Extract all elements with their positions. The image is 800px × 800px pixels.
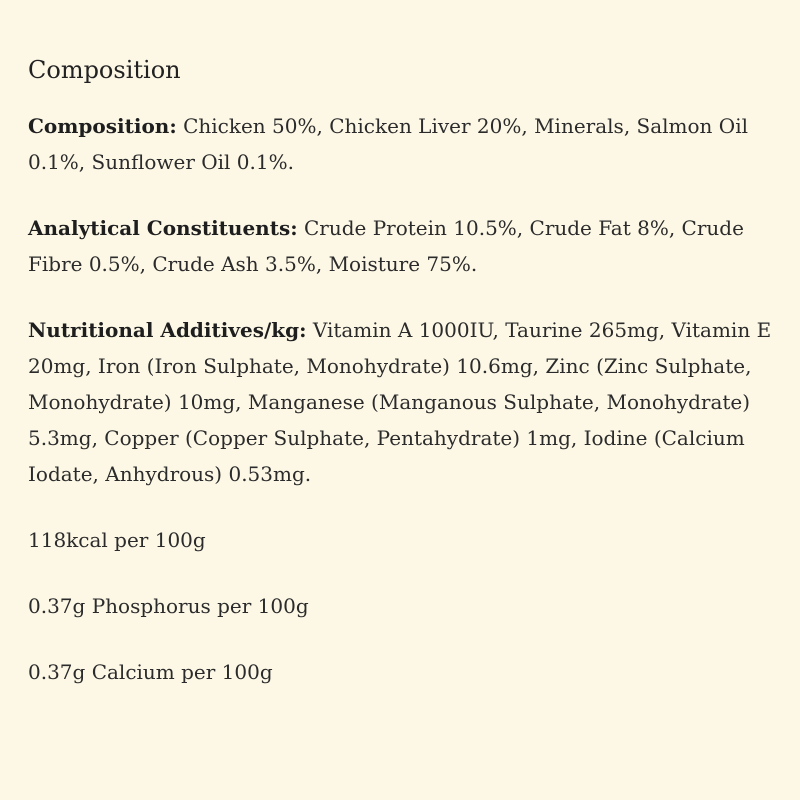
nutritional-additives-label: Nutritional Additives/kg: — [28, 318, 307, 342]
energy-line: 118kcal per 100g — [28, 528, 206, 552]
analytical-constituents-text: Crude Protein 10.5%, Crude Fat 8%, Crude Fibre 0.5%, Crude Ash 3.5%, Moisture 75%. — [28, 216, 744, 276]
composition-paragraph — [28, 108, 772, 180]
composition-text: Chicken 50%, Chicken Liver 20%, Minerals, Salmon Oil 0.1%, Sunflower Oil 0.1%. — [28, 114, 748, 174]
nutritional-additives-text: Vitamin A 1000IU, Taurine 265mg, Vitamin E 20mg, Iron (Iron Sulphate, Monohydrate) 10.6mg, Zinc (Zinc Sulphate, Monohydrate) 10mg, Manganese (Manganous Sulphate, Monohydrate) 5.3mg, Copper (Copper Sulphate, Pentahydrate) 1mg, Iodine (Calcium Iodate, Anhydrous) 0.53mg. — [28, 318, 772, 486]
analytical-constituents-label: Analytical Constituents: — [28, 216, 298, 240]
page-title: Composition — [28, 56, 181, 84]
calcium-line: 0.37g Calcium per 100g — [28, 660, 273, 684]
nutritional-additives-paragraph — [28, 312, 772, 492]
composition-label: Composition: — [28, 114, 177, 138]
phosphorus-line: 0.37g Phosphorus per 100g — [28, 594, 309, 618]
analytical-constituents-paragraph — [28, 210, 772, 282]
